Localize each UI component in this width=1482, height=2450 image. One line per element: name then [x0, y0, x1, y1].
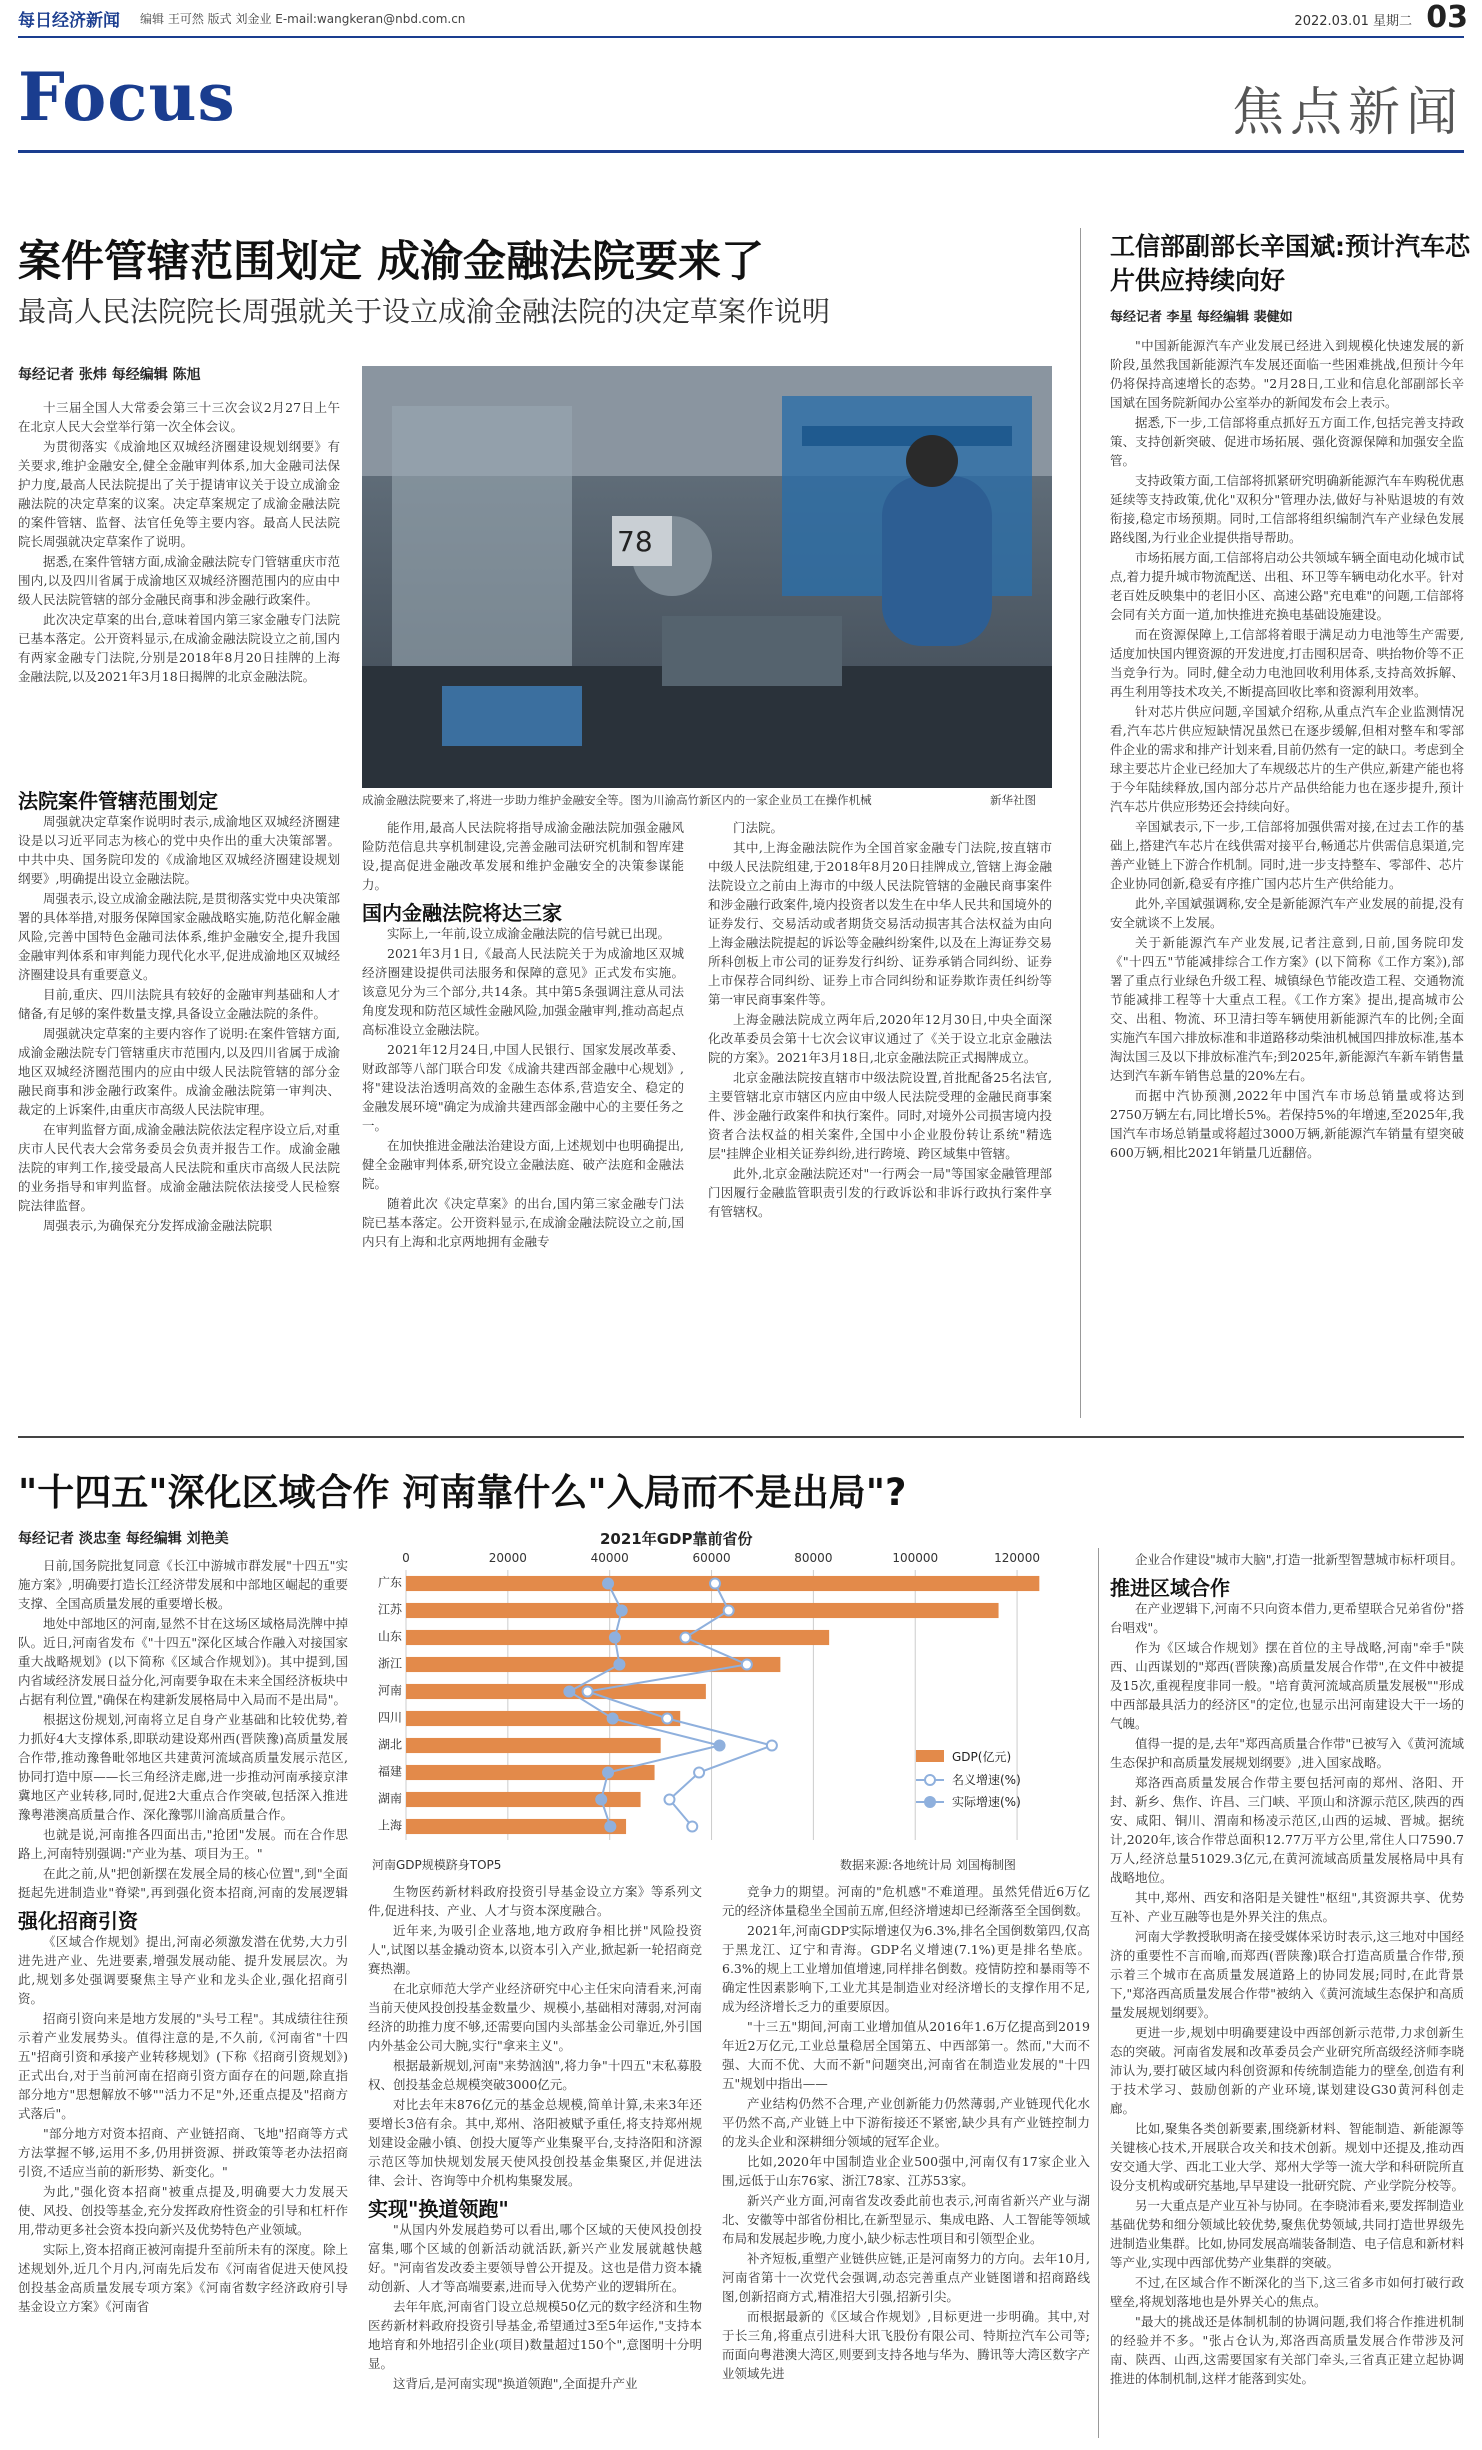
- header-rule-bottom: [18, 150, 1464, 153]
- rate-line-1: [588, 1584, 772, 1827]
- chart-source: 数据来源:各地统计局 刘国梅制图: [840, 1858, 1016, 1872]
- chart-title: 2021年GDP靠前省份: [600, 1530, 753, 1548]
- paragraph: 在产业逻辑下,河南不只向资本借力,更希望联合兄弟省份"搭台唱戏"。: [1110, 1601, 1464, 1635]
- header-rule: [18, 36, 1464, 38]
- article1-photo: [362, 366, 1052, 788]
- paragraph: 此外,辛国斌强调称,安全是新能源汽车产业发展的前提,没有安全就谈不上发展。: [1110, 896, 1464, 930]
- legend-marker-nominal: [925, 1775, 935, 1785]
- issue-date: 2022.03.01 星期二: [1294, 14, 1412, 29]
- svg-text:78: 78: [617, 525, 653, 558]
- article3-subhead2: 实现"换道领跑": [368, 2197, 509, 2221]
- legend-label-gdp: GDP(亿元): [952, 1750, 1012, 1764]
- rate-point: [610, 1633, 620, 1643]
- rate-point: [603, 1579, 613, 1589]
- paragraph: 也就是说,河南推各四面出击,"抢团"发展。而在合作思路上,河南特别强调:"产业为基、项目为王。": [18, 1827, 348, 1861]
- paragraph: 这背后,是河南实现"换道领跑",全面提升产业: [393, 2376, 638, 2391]
- article3-col2: [368, 1882, 702, 2442]
- category-label: 湖南: [377, 1791, 402, 1806]
- article1-photo-credit: 新华社图: [990, 793, 1036, 807]
- article3-byline: 每经记者 淡忠奎 每经编辑 刘艳美: [18, 1531, 229, 1547]
- x-tick-label: 40000: [590, 1551, 629, 1565]
- paragraph: 招商引资向来是地方发展的"头号工程"。其成绩往往预示着产业发展势头。值得注意的是,不久前,《河南省"十四五"招商引资和承接产业转移规划》(下称《招商引资规划》)正式出台,对于当前河南在招商引资方面存在的问题,除直指部分地方"思想解放不够""活力不足"外,还重点提及"招商方式落后"。: [18, 2011, 348, 2121]
- x-tick-label: 100000: [892, 1551, 939, 1565]
- category-label: 广东: [377, 1575, 402, 1590]
- paragraph: 企业合作建设"城市大脑",打造一批新型智慧城市标杆项目。: [1135, 1552, 1463, 1567]
- article3-col4: [1110, 1550, 1464, 2442]
- paragraph: 市场拓展方面,工信部将启动公共领域车辆全面电动化城市试点,着力提升城市物流配送、出租、环卫等车辆电动化水平。针对老百姓反映集中的老旧小区、高速公路"充电难"的问题,工信部将会同有关方面一道,加快推进充换电基础设施建设。: [1110, 550, 1464, 622]
- paper-name: 每日经济新闻: [18, 10, 120, 31]
- paragraph: 竞争力的期望。河南的"危机感"不难道理。虽然凭借近6万亿元的经济体量稳坐全国前五席,但经济增速却已经渐落至全国倒数。: [722, 1884, 1090, 1918]
- paragraph: 根据最新规划,河南"来势汹汹",将力争"十四五"末私募股权、创投基金总规模突破3000亿元。: [368, 2058, 702, 2092]
- rate-line-2: [569, 1584, 719, 1827]
- paragraph: 能作用,最高人民法院将指导成渝金融法院加强金融风险防范信息共享机制建设,完善金融司法研究机制和智库建设,提高促进金融改革发展和维护金融安全的决策参谋能力。: [362, 820, 684, 892]
- masthead-bar: [0, 0, 1482, 36]
- legend-marker-real: [925, 1797, 935, 1807]
- column-divider: [1098, 1548, 1099, 2438]
- rate-point: [583, 1687, 593, 1697]
- article1-col2: [362, 818, 684, 1422]
- paragraph: 周强就决定草案作说明时表示,成渝地区双城经济圈建设是以习近平同志为核心的党中央作出的重大决策部署。中共中央、国务院印发的《成渝地区双城经济圈建设规划纲要》,明确提出设立金融法院。: [18, 814, 340, 886]
- paragraph: 此次决定草案的出台,意味着国内第三家金融专门法院已基本落定。公开资料显示,在成渝金融法院设立之前,国内有两家金融专门法院,分别是2018年8月20日挂牌的上海金融法院,以及2021年3月18日揭牌的北京金融法院。: [18, 612, 340, 684]
- page-number: 03: [1426, 0, 1468, 35]
- paragraph: 在加快推进金融法治建设方面,上述规划中也明确提出,健全金融审判体系,研究设立金融法庭、破产法庭和金融法院。: [362, 1138, 684, 1191]
- section-title: 焦点新闻: [1231, 83, 1464, 143]
- category-label: 福建: [377, 1764, 402, 1779]
- x-tick-label: 60000: [692, 1551, 731, 1565]
- paragraph: 另一大重点是产业互补与协同。在李晓沛看来,要发挥制造业基础优势和细分领域比较优势,聚焦优势领域,共同打造世界级先进制造业集群。比如,协同发展高端装备制造、电子信息和新材料等产业,实现中西部优势产业集群的突破。: [1110, 2198, 1464, 2270]
- paragraph: 实际上,一年前,设立成渝金融法院的信号就已出现。: [387, 926, 670, 941]
- rate-point: [608, 1714, 618, 1724]
- article1-subhead2: 国内金融法院将达三家: [362, 901, 562, 925]
- paragraph: 十三届全国人大常委会第三十三次会议2月27日上午在北京人民大会堂举行第一次全体会议。: [18, 400, 340, 434]
- gdp-bar: [406, 1603, 999, 1618]
- paragraph: 其中,上海金融法院作为全国首家金融专门法院,按直辖市中级人民法院组建,于2018年8月20日挂牌成立,管辖上海金融法院设立之前由上海市的中级人民法院管辖的金融民商事案件和涉金融行政案件,境内投资者以发生在中华人民共和国境外的证券发行、交易活动或者期货交易活动损害其合法权益为由向上海金融法院提起的诉讼等金融纠纷案件,以及在上海证券交易所科创板上市公司的证券发行纠纷、证券承销合同纠纷、证券上市保荐合同纠纷、证券上市合同纠纷和证券欺诈责任纠纷等第一审民商事案件等。: [708, 840, 1052, 1007]
- gdp-bar: [406, 1765, 655, 1780]
- gdp-bar-chart: [368, 1548, 1108, 1848]
- paragraph: "从国内外发展趋势可以看出,哪个区域的天使风投创投富集,哪个区域的创新活动就活跃,新兴产业发展就越快越好。"河南省发改委主要领导曾公开提及。这也是借力资本撬动创新、人才等高端要素,进而导入优势产业的逻辑所在。: [368, 2222, 702, 2294]
- rate-point: [662, 1714, 672, 1724]
- article1-col3: [708, 818, 1052, 1422]
- rate-point: [767, 1741, 777, 1751]
- paragraph: 对比去年末876亿元的基金总规模,简单计算,未来3年还要增长3倍有余。其中,郑州、洛阳被赋予重任,将支持郑州规划建设金融小镇、创投大厦等产业集聚平台,支持洛阳和济源示范区等加快规划发展天使风投创投基金集聚区,并促进法律、会计、咨询等中介机构集聚发展。: [368, 2097, 702, 2188]
- x-tick-label: 120000: [994, 1551, 1040, 1565]
- article1-headline: 案件管辖范围划定 成渝金融法院要来了: [18, 237, 764, 287]
- rate-point: [715, 1741, 725, 1751]
- legend-swatch-gdp: [916, 1750, 944, 1762]
- paragraph: 不过,在区域合作不断深化的当下,这三省多市如何打破行政壁垒,将规划落地也是外界关心的焦点。: [1110, 2275, 1464, 2309]
- article3-headline: "十四五"深化区域合作 河南靠什么"入局而不是出局"?: [18, 1471, 907, 1514]
- paragraph: 值得一提的是,去年"郑西高质量合作带"已被写入《黄河流域生态保护和高质量发展规划纲要》,进入国家战略。: [1110, 1736, 1464, 1770]
- rate-point: [614, 1660, 624, 1670]
- article1-subhead1: 法院案件管辖范围划定: [18, 789, 218, 813]
- factory-photo-illustration: [362, 366, 1052, 788]
- paragraph: 目前,重庆、四川法院具有较好的金融审判基础和人才储备,有足够的案件数量支撑,具备设立金融法院的条件。: [18, 987, 340, 1021]
- column-divider: [1080, 228, 1081, 1418]
- rate-point: [680, 1633, 690, 1643]
- paragraph: "十三五"期间,河南工业增加值从2016年1.6万亿提高到2019年近2万亿元,工业总量稳居全国第五、中西部第一。然而,"大而不强、大而不优、大而不新"问题突出,河南省在制造业发展的"十四五"规划中指出——: [722, 2019, 1090, 2091]
- legend-label-nominal: 名义增速(%): [952, 1773, 1021, 1787]
- paragraph: 据悉,下一步,工信部将重点抓好五方面工作,包括完善支持政策、支持创新突破、促进市场拓展、强化资源保障和加强安全监管。: [1110, 415, 1464, 468]
- paragraph: 更进一步,规划中明确要建设中西部创新示范带,力求创新生态的突破。河南省发展和改革委员会产业研究所高级经济师李晓沛认为,要打破区域内科创资源和传统制造能力的壁垒,创造有利于技术学习、鼓励创新的产业环境,谋划建设G30黄河科创走廊。: [1110, 2025, 1464, 2116]
- paragraph: 而在资源保障上,工信部将着眼于满足动力电池等生产需要,适度加快国内锂资源的开发进度,打击囤积居奇、哄抬物价等不正当竞争行为。同时,健全动力电池回收利用体系,支持高效拆解、再生利用等技术攻关,不断提高回收比率和资源利用效率。: [1110, 627, 1464, 699]
- paragraph: 支持政策方面,工信部将抓紧研究明确新能源汽车车购税优惠延续等支持政策,优化"双积分"管理办法,做好与补贴退坡的有效衔接,稳定市场预期。同时,工信部将组织编制汽车产业绿色发展路线图,为行业企业提供指导帮助。: [1110, 473, 1464, 545]
- paragraph: "中国新能源汽车产业发展已经进入到规模化快速发展的新阶段,虽然我国新能源汽车发展还面临一些困难挑战,但预计今年仍将保持高速增长的态势。"2月28日,工业和信息化部副部长辛国斌在国务院新闻办公室举办的新闻发布会上表示。: [1110, 338, 1464, 410]
- rate-point: [617, 1606, 627, 1616]
- x-tick-label: 80000: [794, 1551, 833, 1565]
- paragraph: 周强就决定草案的主要内容作了说明:在案件管辖方面,成渝金融法院专门管辖重庆市范围内,以及四川省属于成渝地区双城经济圈范围内的应由中级人民法院管辖的部分金融民商事和涉金融行政案件。成渝金融法院第一审判决、裁定的上诉案件,由重庆市高级人民法院审理。: [18, 1026, 340, 1117]
- rate-point: [596, 1795, 606, 1805]
- gdp-bar: [406, 1819, 626, 1834]
- paragraph: 2021年,河南GDP实际增速仅为6.3%,排名全国倒数第四,仅高于黑龙江、辽宁和青海。GDP名义增速(7.1%)更是排名垫底。6.3%的规上工业增加值增速,同样排名倒数。疫情防控和暴雨等不确定性因素影响下,工业尤其是制造业对经济增长的支撑作用不足,成为经济增长乏力的重要原因。: [722, 1923, 1090, 2014]
- paragraph: "部分地方对资本招商、产业链招商、飞地"招商等方式方法掌握不够,运用不多,仍用拼资源、拼政策等老办法招商引资,不适应当前的新形势、新变化。": [18, 2126, 348, 2179]
- paragraph: 近年来,为吸引企业落地,地方政府争相比拼"风险投资人",试图以基金撬动资本,以资本引入产业,掀起新一轮招商竞赛热潮。: [368, 1923, 702, 1976]
- focus-logo: Focus: [18, 58, 236, 136]
- paragraph: 实际上,资本招商正被河南提升至前所未有的深度。除上述规划外,近几个月内,河南先后发布《河南省促进天使风投创投基金高质量发展专项方案》《河南省数字经济政府引导基金设立方案》《河南省: [18, 2242, 348, 2314]
- rate-point: [603, 1768, 613, 1778]
- paragraph: 地处中部地区的河南,显然不甘在这场区域格局洗牌中掉队。近日,河南省发布《"十四五"深化区域合作融入对接国家重大战略规划》(以下简称《区域合作规划》)。其中提到,国内省域经济发展日益分化,河南要争取在未来全国经济板块中占据有利位置,"确保在构建新发展格局中入局而不是出局"。: [18, 1616, 348, 1707]
- paragraph: 据悉,在案件管辖方面,成渝金融法院专门管辖重庆市范围内,以及四川省属于成渝地区双城经济圈范围内的应由中级人民法院管辖的部分金融民商事和涉金融行政案件。: [18, 554, 340, 607]
- paragraph: 根据这份规划,河南将立足自身产业基础和比较优势,着力抓好4大支撑体系,即联动建设郑州西(晋陕豫)高质量发展合作带,推动豫鲁毗邻地区共建黄河流域高质量发展示范区,协同打造中原——长三角经济走廊,进一步推动河南承接京津冀地区产业转移,同时,促进2大重点合作突破,包括深入推进豫粤港澳高质量合作、深化豫鄂川渝高质量合作。: [18, 1712, 348, 1822]
- gdp-bar: [406, 1576, 1039, 1591]
- paragraph: 比如,聚集各类创新要素,围绕新材料、智能制造、新能源等关键核心技术,开展联合攻关和技术创新。规划中还提及,推动西安交通大学、西北工业大学、郑州大学等一流大学和科研院所直设分支机构或研究基地,早早建设一批研究院、产业学院分校等。: [1110, 2121, 1464, 2193]
- x-tick-label: 20000: [488, 1551, 527, 1565]
- article1-byline: 每经记者 张炜 每经编辑 陈旭: [18, 367, 201, 383]
- paragraph: 关于新能源汽车产业发展,记者注意到,日前,国务院印发《"十四五"节能减排综合工作方案》(以下简称《工作方案》),部署了重点行业绿色升级工程、城镇绿色节能改造工程、交通物流节能减排工程等十大重点工程。《工作方案》提出,提高城市公交、出租、物流、环卫清扫等车辆使用新能源汽车的比例;全面实施汽车国六排放标准和非道路移动柴油机械国四排放标准,基本淘汰国三及以下排放标准汽车;到2025年,新能源汽车新车销售量达到汽车新车销售总量的20%左右。: [1110, 935, 1464, 1083]
- paragraph: 《区域合作规划》提出,河南必须激发潜在优势,大力引进先进产业、先进要素,增强发展动能、提升发展层次。为此,规划多处强调要聚焦主导产业和龙头企业,强化招商引资。: [18, 1934, 348, 2006]
- article1-col1b: [18, 782, 340, 1422]
- category-label: 湖北: [377, 1737, 402, 1752]
- rate-point: [664, 1795, 674, 1805]
- article3-col1: [18, 1556, 348, 1901]
- paragraph: 而据中汽协预测,2022年中国汽车市场总销量或将达到2750万辆左右,同比增长5%。若保持5%的年增速,至2025年,我国汽车市场总销量或将超过3000万辆,新能源汽车销量有望突破600万辆,相比2021年销量几近翻倍。: [1110, 1088, 1464, 1160]
- paragraph: 2021年3月1日,《最高人民法院关于为成渝地区双城经济圈建设提供司法服务和保障的意见》正式发布实施。该意见分为三个部分,共14条。其中第5条强调注意从司法角度发现和防范区域性金融风险,加强金融审判,推动高起点高标准设立金融法院。: [362, 946, 684, 1037]
- paragraph: 其中,郑州、西安和洛阳是关键性"枢纽",其资源共享、优势互补、产业互融等也是外界关注的焦点。: [1110, 1890, 1464, 1924]
- x-tick-label: 0: [402, 1551, 410, 1565]
- paragraph: 周强表示,设立成渝金融法院,是贯彻落实党中央决策部署的具体举措,对服务保障国家金融战略实施,防范化解金融风险,完善中国特色金融司法体系,维护金融安全,提升我国金融审判体系和审判能力现代化水平,促进成渝地区双城经济圈建设具有重要意义。: [18, 891, 340, 982]
- paragraph: 2021年12月24日,中国人民银行、国家发展改革委、财政部等八部门联合印发《成渝共建西部金融中心规划》,将"建设法治透明高效的金融生态体系,营造安全、稳定的金融发展环境"确定为成渝共建西部金融中心的主要任务之一。: [362, 1042, 684, 1133]
- article2-byline: 每经记者 李星 每经编辑 裴健如: [1110, 310, 1293, 325]
- rate-point: [687, 1822, 697, 1832]
- article2-headline: 工信部副部长辛国斌:预计汽车芯片供应持续向好: [1110, 232, 1470, 295]
- paragraph: 随着此次《决定草案》的出台,国内第三家金融专门法院已基本落定。公开资料显示,在成渝金融法院设立之前,国内只有上海和北京两地拥有金融专: [362, 1196, 684, 1249]
- rate-point: [564, 1687, 574, 1697]
- category-label: 浙江: [377, 1656, 402, 1671]
- paragraph: 在此之前,从"把创新摆在发展全局的核心位置",到"全面挺起先进制造业"脊梁",再到强化资本招商,河南的发展逻辑: [18, 1866, 348, 1900]
- paragraph: 辛国斌表示,下一步,工信部将加强供需对接,在过去工作的基础上,搭建汽车芯片在线供需对接平台,畅通芯片供需信息渠道,完善产业链上下游合作机制。同时,进一步支持整车、零部件、芯片企业协同创新,稳妥有序推广国内芯片生产供给能力。: [1110, 819, 1464, 891]
- paragraph: 河南大学教授耿明斋在接受媒体采访时表示,这三地对中国经济的重要性不言而喻,而郑西(晋陕豫)联合打造高质量合作带,预示着三个城市在高质量发展道路上的协同发展;同时,在此背景下,"郑洛西高质量发展合作带"被纳入《黄河流域生态保护和高质量发展规划纲要》。: [1110, 1929, 1464, 2020]
- rate-point: [710, 1579, 720, 1589]
- article1-subheadline: 最高人民法院院长周强就关于设立成渝金融法院的决定草案作说明: [18, 295, 831, 328]
- gdp-bar: [406, 1711, 680, 1726]
- category-label: 山东: [377, 1629, 402, 1644]
- article1-photo-caption: 成渝金融法院要来了,将进一步助力维护金融安全等。图为川渝高竹新区内的一家企业员工在操作机械: [362, 793, 872, 807]
- page-credits: 编辑 王可然 版式 刘金业 E-mail:wangkeran@nbd.com.cn: [140, 11, 466, 26]
- paragraph: 北京金融法院按直辖市中级法院设置,首批配备25名法官,主要管辖北京市辖区内应由中级人民法院受理的金融民商事案件、涉金融行政案件和执行案件。同时,对境外公司损害境内投资者合法权益的相关案件,全国中小企业股份转让系统"精选层"挂牌企业相关证券纠纷,进行跨境、跨区域集中管辖。: [708, 1070, 1052, 1161]
- article3-col3: [722, 1882, 1090, 2442]
- paragraph: "最大的挑战还是体制机制的协调问题,我们将合作推进机制的经验并不多。"张占仓认为,郑洛西高质量发展合作带涉及河南、陕西、山西,这需要国家有关部门牵头,三省真正建立起协调推进的体制机制,这样才能落到实处。: [1110, 2314, 1464, 2386]
- category-label: 上海: [377, 1818, 402, 1833]
- legend-label-real: 实际增速(%): [952, 1795, 1021, 1809]
- section-divider: [18, 1436, 1464, 1438]
- article3-subhead3: 推进区域合作: [1110, 1576, 1230, 1600]
- paragraph: 新兴产业方面,河南省发改委此前也表示,河南省新兴产业与湖北、安徽等中部省份相比,在新型显示、集成电路、人工智能等领域布局和发展起步晚,力度小,缺少标志性项目和引领型企业。: [722, 2193, 1090, 2246]
- article3-col1b: [18, 1902, 348, 2442]
- paragraph: 上海金融法院成立两年后,2020年12月30日,中央全面深化改革委员会第十七次会议审议通过了《关于设立北京金融法院的方案》。2021年3月18日,北京金融法院正式揭牌成立。: [708, 1012, 1052, 1065]
- rate-point: [694, 1768, 704, 1778]
- paragraph: 产业结构仍然不合理,产业创新能力仍然薄弱,产业链现代化水平仍然不高,产业链上中下游衔接还不紧密,缺少具有产业链控制力的龙头企业和深耕细分领域的冠军企业。: [722, 2096, 1090, 2149]
- paragraph: 此外,北京金融法院还对"一行两会一局"等国家金融管理部门因履行金融监管职责引发的行政诉讼和非诉行政执行案件享有管辖权。: [708, 1166, 1052, 1219]
- paragraph: 作为《区域合作规划》摆在首位的主导战略,河南"牵手"陕西、山西谋划的"郑西(晋陕豫)高质量发展合作带",在文件中被提及15次,重视程度非同一般。"培育黄河流域高质量发展极""形成中西部最具活力的经济区"的定位,也显示出河南建设大干一场的气魄。: [1110, 1640, 1464, 1731]
- paragraph: 为此,"强化资本招商"被重点提及,明确要大力发展天使、风投、创投等基金,充分发挥政府性资金的引导和杠杆作用,带动更多社会资本投向新兴及优势特色产业领域。: [18, 2184, 348, 2237]
- category-label: 江苏: [377, 1602, 402, 1617]
- gdp-bar: [406, 1738, 661, 1753]
- paragraph: 而根据最新的《区域合作规划》,目标更进一步明确。其中,对于长三角,将重点引进科大讯飞股份有限公司、特斯拉汽车公司等;而面向粤港澳大湾区,则要到支持各地与华为、腾讯等大湾区数字产业领域先进: [722, 2309, 1090, 2381]
- gdp-bar: [406, 1684, 706, 1699]
- article3-subhead1: 强化招商引资: [18, 1909, 138, 1933]
- category-label: 四川: [377, 1710, 402, 1725]
- paragraph: 补齐短板,重塑产业链供应链,正是河南努力的方向。去年10月,河南省第十一次党代会强调,动态完善重点产业链图谱和招商路线图,创新招商方式,精准招大引强,招新引尖。: [722, 2251, 1090, 2304]
- rate-point: [742, 1660, 752, 1670]
- gdp-bar: [406, 1657, 780, 1672]
- chart-left-note: 河南GDP规模跻身TOP5: [372, 1858, 502, 1872]
- article2-body: [1110, 336, 1464, 1418]
- article1-col1: [18, 398, 340, 780]
- paragraph: 郑洛西高质量发展合作带主要包括河南的郑州、洛阳、开封、新乡、焦作、许昌、三门峡、平顶山和济源示范区,陕西的西安、咸阳、铜川、渭南和杨凌示范区,山西的运城、晋城。据统计,2020年,该合作带总面积12.77万平方公里,常住人口7590.7万人,经济总量51029.3亿元,在黄河流域高质量发展格局中具有战略地位。: [1110, 1775, 1464, 1885]
- paragraph: 去年年底,河南省门设立总规模50亿元的数字经济和生物医药新材料政府投资引导基金,希望通过3至5年运作,"支持本地培育和外地招引企业(项目)数量超过150个",意图明十分明显。: [368, 2299, 702, 2371]
- paragraph: 针对芯片供应问题,辛国斌介绍称,从重点汽车企业监测情况看,汽车芯片供应短缺情况虽然已在逐步缓解,但相对整车和零部件企业的需求和排产计划来看,目前仍然有一定的缺口。考虑到全球主要芯片企业已经加大了车规级芯片的生产供应,新建产能也将于今年陆续释放,国内部分芯片产品供给能力也在逐步提升,预计汽车芯片供应形势还会持续向好。: [1110, 704, 1464, 814]
- rate-point: [605, 1822, 615, 1832]
- paragraph: 在北京师范大学产业经济研究中心主任宋向清看来,河南当前天使风投创投基金数量少、规模小,基础相对薄弱,对河南经济的助推力度不够,还需要向国内头部基金公司靠近,外引国内外基金公司大腕,实行"拿来主义"。: [368, 1981, 702, 2053]
- paragraph: 周强表示,为确保充分发挥成渝金融法院职: [43, 1218, 272, 1233]
- paragraph: 在审判监督方面,成渝金融法院依法定程序设立后,对重庆市人民代表大会常务委员会负责并报告工作。成渝金融法院的审判工作,接受最高人民法院和重庆市高级人民法院的业务指导和审判监督。成渝金融法院依法接受人民检察院法律监督。: [18, 1122, 340, 1213]
- rate-point: [724, 1606, 734, 1616]
- paragraph: 日前,国务院批复同意《长江中游城市群发展"十四五"实施方案》,明确要打造长江经济带发展和中部地区崛起的重要支撑、全国高质量发展的重要增长极。: [18, 1558, 348, 1611]
- paragraph: 为贯彻落实《成渝地区双城经济圈建设规划纲要》有关要求,维护金融安全,健全金融审判体系,加大金融司法保护力度,最高人民法院提出了关于提请审议关于设立成渝金融法院的决定草案的议案。决定草案规定了成渝金融法院的案件管辖、监督、法官任免等主要内容。最高人民法院院长周强就决定草案作了说明。: [18, 439, 340, 549]
- category-label: 河南: [377, 1683, 402, 1698]
- paragraph: 门法院。: [733, 820, 784, 835]
- paragraph: 比如,2020年中国制造业企业500强中,河南仅有17家企业入围,远低于山东76家、浙江78家、江苏53家。: [722, 2154, 1090, 2188]
- paragraph: 生物医药新材料政府投资引导基金设立方案》等系列文件,促进科技、产业、人才与资本深度融合。: [368, 1884, 702, 1918]
